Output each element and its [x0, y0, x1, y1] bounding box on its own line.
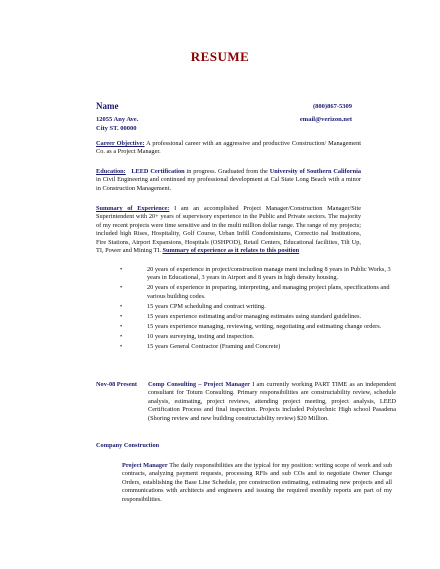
bullet-text: 20 years of experience in project/construction manage ment including 8 years in Public Works, 3 years in Educational, 3 years in Airport and 8 years in high density housing.	[147, 266, 391, 282]
bullet-text: 15 years CPM scheduling and contract writing.	[147, 302, 266, 310]
bullet-icon: •	[120, 312, 123, 320]
objective-label: Career Objective:	[96, 140, 145, 147]
summary-section	[96, 205, 361, 255]
summary-text: I am an accomplished Project Manager/Construction Manager/Site Superintendent with 20+ years of supervisory experience in the Public and Private sectors. The majority of my recent projects were time sensitive and in the multi million dollar range. The range of my projects; included high Rises, Hospitality, Golf Course, Urban Infill Condominiums, Correctio nal Institutions, Fire Stations, Airport Expansions, Hospitals (OSHPOD), Retail Centers, Educational facilities, Tilt Up, TI, Power and Mining TI.	[96, 205, 361, 255]
list-item	[120, 266, 393, 283]
education-label: Education:	[96, 168, 126, 175]
university-name: University of Southern California	[269, 168, 361, 175]
list-item	[120, 332, 393, 341]
bullet-icon: •	[120, 332, 123, 340]
list-item	[120, 322, 393, 331]
address-line-1: 12055 Any Ave.	[96, 116, 139, 123]
list-item	[120, 312, 393, 321]
phone-number: (800)867-5309	[313, 103, 352, 110]
bullet-icon: •	[120, 342, 123, 350]
email-address: email@verizon.net	[299, 116, 352, 123]
applicant-name: Name	[96, 101, 119, 111]
bullet-text: 15 years experience estimating and/or managing estimates using standard guidelines.	[147, 312, 362, 320]
list-item	[120, 284, 393, 301]
company-name: Company Construction	[96, 442, 160, 449]
objective-section	[96, 140, 361, 157]
education-text-2: in Civil Engineering and continued my professional development at Cal State Long Beach with a minor in Construction Management.	[96, 176, 361, 192]
bullet-icon: •	[120, 302, 123, 310]
address-line-2: City ST. 00000	[96, 125, 137, 132]
experience-bullets	[120, 266, 393, 353]
list-item	[120, 302, 393, 311]
resume-title: RESUME	[190, 49, 250, 64]
bullet-icon: •	[120, 284, 123, 292]
bullet-text: 10 years surveying, testing and inspection.	[147, 332, 255, 340]
job-title: Comp Consulting – Project Manager	[148, 381, 250, 388]
bullet-icon: •	[120, 322, 123, 330]
bullet-text: 15 years experience managing, reviewing, writing, negotiating and estimating change orders.	[147, 322, 382, 330]
objective-text: A professional career with an aggressive and productive Construction/ Management Co. as a Project Manager.	[96, 140, 361, 156]
role-title: Project Manager	[122, 462, 168, 469]
role-text: The daily responsibilities are the typical for my position: writing scope of work and sub contracts, analyzing payment requests, processing RFIs and sub COs and to negotiate Owner Change Orders, establishing the Base Line Schedule, pre construction estimating, estimating new projects and all communications with architects and engineers and issuing the required monthly reports are part of my responsibilities.	[122, 462, 392, 503]
list-item	[120, 342, 393, 351]
bullet-text: 20 years of experience in preparing, interpreting, and managing project plans, specifications and various building codes.	[147, 284, 390, 300]
job-entry-project-manager	[122, 462, 392, 504]
leed-certification: LEED Certification	[131, 168, 185, 175]
job-dates: Nov-08 Present	[96, 381, 137, 388]
bullet-text: 15 years General Contractor (Framing and Concrete)	[147, 342, 281, 350]
education-section	[96, 168, 361, 193]
job-description	[148, 381, 396, 423]
bullet-icon: •	[120, 266, 123, 273]
job-text: I am currently working PART TIME as an independent consultant for Totum Consulting. Primary responsibilities are constructability review, schedule analysis, estimating, project reviews, attending project meeting, project analysis, LEED Certification Process and final inspection. Projects included Polytechnic High school Pasadena (Shoring review and new building constructability review) $20 Million.	[148, 381, 397, 422]
position-summary-label: Summary of experience as it relates to this position	[162, 247, 300, 255]
summary-label: Summary of Experience:	[96, 205, 170, 212]
education-text-1: in progress. Graduated from the	[184, 168, 270, 175]
